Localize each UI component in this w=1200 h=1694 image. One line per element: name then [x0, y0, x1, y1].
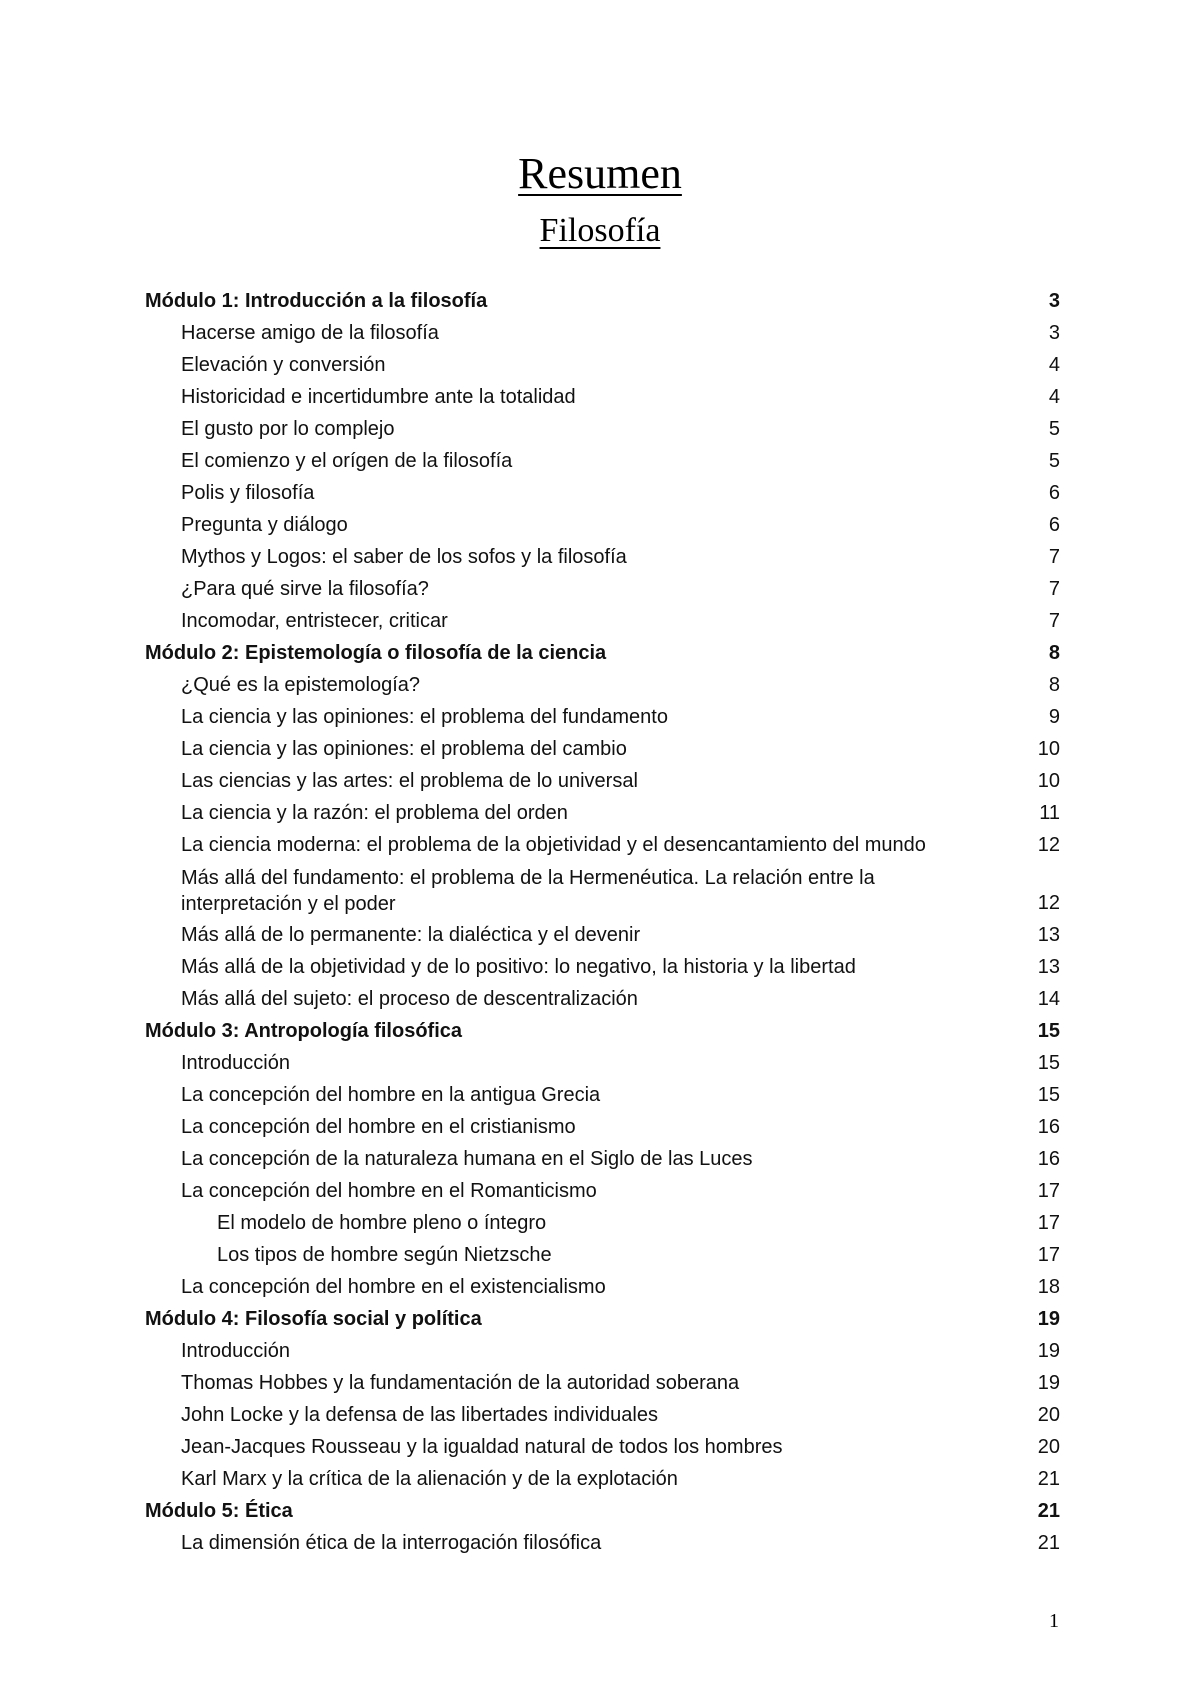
toc-entry-title: Los tipos de hombre según Nietzsche: [217, 1244, 552, 1266]
page-number: 1: [1049, 1610, 1059, 1632]
toc-entry-title: Mythos y Logos: el saber de los sofos y la filosofía: [181, 546, 627, 568]
toc-entry-title: Módulo 1: Introducción a la filosofía: [145, 290, 488, 312]
toc-entry-title: La concepción del hombre en el Romanticismo: [181, 1180, 597, 1202]
toc-entry-page: 20: [1037, 1404, 1060, 1426]
toc-entry-title: Más allá del sujeto: el proceso de descentralización: [181, 988, 638, 1010]
toc-entry-page: 7: [1048, 578, 1060, 600]
toc-entry[interactable]: [145, 1143, 1060, 1175]
toc-entry-page: 12: [1037, 834, 1060, 856]
toc-entry-title: La concepción del hombre en la antigua Grecia: [181, 1084, 601, 1106]
toc-entry-page: 4: [1048, 386, 1060, 408]
toc-entry-page: 15: [1037, 1052, 1060, 1074]
toc-entry-title: La dimensión ética de la interrogación filosófica: [181, 1532, 602, 1554]
toc-entry[interactable]: [145, 983, 1060, 1015]
toc-entry-page: 20: [1037, 1436, 1060, 1458]
toc-entry-page: 7: [1048, 546, 1060, 568]
toc-entry[interactable]: [145, 669, 1060, 701]
toc-entry-page: 17: [1037, 1212, 1060, 1234]
toc-entry-page: 10: [1037, 738, 1060, 760]
toc-entry-page: 14: [1037, 988, 1060, 1010]
toc-module-heading[interactable]: [145, 1303, 1060, 1335]
toc-entry-page: 17: [1037, 1244, 1060, 1266]
toc-entry-title: Elevación y conversión: [181, 354, 386, 376]
toc-entry-title: El modelo de hombre pleno o íntegro: [217, 1212, 547, 1234]
toc-entry-title: Jean-Jacques Rousseau y la igualdad natural de todos los hombres: [181, 1436, 783, 1458]
toc-entry[interactable]: [145, 317, 1060, 349]
toc-entry[interactable]: [145, 1431, 1060, 1463]
toc-module-heading[interactable]: [145, 285, 1060, 317]
toc-module-heading[interactable]: [145, 637, 1060, 669]
toc-entry-title: La ciencia moderna: el problema de la objetividad y el desencantamiento del mundo: [181, 834, 926, 856]
toc-entry-title: ¿Para qué sirve la filosofía?: [181, 578, 429, 600]
toc-entry-title: Módulo 5: Ética: [145, 1500, 293, 1522]
toc-entry-title: Módulo 4: Filosofía social y política: [145, 1308, 482, 1330]
toc-entry[interactable]: [145, 765, 1060, 797]
toc-entry-title: Karl Marx y la crítica de la alienación y de la explotación: [181, 1468, 678, 1490]
toc-entry-page: 8: [1048, 642, 1060, 664]
toc-entry-page: 21: [1037, 1500, 1060, 1522]
toc-entry-page: 19: [1037, 1372, 1060, 1394]
toc-entry[interactable]: [145, 1335, 1060, 1367]
toc-entry-page: 16: [1037, 1116, 1060, 1138]
toc-entry-title: Historicidad e incertidumbre ante la totalidad: [181, 386, 576, 408]
toc-entry-title: Módulo 3: Antropología filosófica: [145, 1020, 463, 1042]
toc-entry-page: 3: [1048, 322, 1060, 344]
toc-entry[interactable]: [145, 701, 1060, 733]
toc-entry[interactable]: [145, 1463, 1060, 1495]
toc-module-heading[interactable]: [145, 1495, 1060, 1527]
toc-entry-page: 15: [1037, 1020, 1060, 1042]
toc-entry[interactable]: [145, 1399, 1060, 1431]
toc-entry-title: Módulo 2: Epistemología o filosofía de la ciencia: [145, 642, 607, 664]
toc-entry-page: 17: [1037, 1180, 1060, 1202]
toc-entry-title: Pregunta y diálogo: [181, 514, 348, 536]
toc-entry-page: 5: [1048, 450, 1060, 472]
toc-entry-title: La ciencia y la razón: el problema del orden: [181, 802, 568, 824]
toc-entry-page: 11: [1039, 802, 1060, 824]
toc-entry[interactable]: [145, 413, 1060, 445]
toc-entry[interactable]: [145, 509, 1060, 541]
toc-entry-page: 6: [1048, 514, 1060, 536]
toc-entry-page: 5: [1048, 418, 1060, 440]
toc-entry-page: 19: [1037, 1308, 1060, 1330]
toc-entry-page: 10: [1037, 770, 1060, 792]
toc-entry-page: 8: [1048, 674, 1060, 696]
toc-entry-title: Más allá de lo permanente: la dialéctica y el devenir: [181, 924, 641, 946]
toc-entry[interactable]: [145, 797, 1060, 829]
toc-entry-title: La ciencia y las opiniones: el problema del cambio: [181, 738, 627, 760]
toc-entry-title: Hacerse amigo de la filosofía: [181, 322, 439, 344]
toc-entry[interactable]: [145, 1175, 1060, 1207]
toc-entry[interactable]: [145, 1079, 1060, 1111]
document-subtitle-text: Filosofía: [539, 212, 661, 249]
toc-entry[interactable]: [145, 1111, 1060, 1143]
toc-entry-title: Introducción: [181, 1052, 290, 1074]
toc-entry-page: 18: [1037, 1276, 1060, 1298]
toc-entry[interactable]: [145, 1239, 1060, 1271]
toc-entry[interactable]: [145, 733, 1060, 765]
toc-entry[interactable]: [145, 605, 1060, 637]
toc-entry-page: 9: [1048, 706, 1060, 728]
toc-entry[interactable]: [145, 477, 1060, 509]
toc-entry-title: Thomas Hobbes y la fundamentación de la autoridad soberana: [181, 1372, 740, 1394]
toc-entry-title: La concepción de la naturaleza humana en el Siglo de las Luces: [181, 1148, 753, 1170]
toc-entry-title: El comienzo y el orígen de la filosofía: [181, 450, 513, 472]
toc-entry[interactable]: [145, 1207, 1060, 1239]
toc-entry[interactable]: [145, 1271, 1060, 1303]
toc-entry-title: La concepción del hombre en el existencialismo: [181, 1276, 606, 1298]
toc-entry-page: 21: [1037, 1468, 1060, 1490]
toc-entry[interactable]: [145, 861, 1060, 919]
toc-entry[interactable]: [145, 919, 1060, 951]
toc-entry-title: La concepción del hombre en el cristianismo: [181, 1116, 576, 1138]
toc-entry-title: El gusto por lo complejo: [181, 418, 395, 440]
toc-entry[interactable]: [145, 951, 1060, 983]
toc-entry-page: 21: [1037, 1532, 1060, 1554]
toc-entry[interactable]: [145, 541, 1060, 573]
toc-entry[interactable]: [145, 381, 1060, 413]
toc-entry-page: 13: [1037, 956, 1060, 978]
toc-entry-title: Más allá de la objetividad y de lo positivo: lo negativo, la historia y la libertad: [181, 956, 856, 978]
document-title-text: Resumen: [518, 149, 682, 198]
toc-entry[interactable]: [145, 1367, 1060, 1399]
toc-entry-page: 7: [1048, 610, 1060, 632]
toc-entry[interactable]: [145, 349, 1060, 381]
toc-entry-page: 6: [1048, 482, 1060, 504]
toc-entry-page: 13: [1037, 924, 1060, 946]
toc-entry-title: Polis y filosofía: [181, 482, 315, 504]
toc-module-heading[interactable]: [145, 1015, 1060, 1047]
toc-entry-page: 15: [1037, 1084, 1060, 1106]
toc-entry-title: ¿Qué es la epistemología?: [181, 674, 421, 696]
toc-entry-title: Más allá del fundamento: el problema de la Hermenéutica. La relación entre la interpretación y el poder: [181, 867, 875, 915]
document-title: [0, 146, 1200, 202]
toc-entry[interactable]: [145, 573, 1060, 605]
toc-entry[interactable]: [145, 1047, 1060, 1079]
toc-entry-page: 4: [1048, 354, 1060, 376]
toc-entry[interactable]: [145, 829, 1060, 861]
toc-entry-page: 3: [1048, 290, 1060, 312]
toc-entry-page: 12: [1037, 892, 1060, 914]
toc-entry-page: 19: [1037, 1340, 1060, 1362]
toc-entry-page: 16: [1037, 1148, 1060, 1170]
toc-entry-title: Incomodar, entristecer, criticar: [181, 610, 448, 632]
toc-entry-title: Las ciencias y las artes: el problema de lo universal: [181, 770, 638, 792]
toc-entry-title: John Locke y la defensa de las libertades individuales: [181, 1404, 658, 1426]
toc-entry[interactable]: [145, 445, 1060, 477]
toc-entry-title: La ciencia y las opiniones: el problema del fundamento: [181, 706, 668, 728]
table-of-contents: [145, 285, 1060, 1559]
toc-entry-title: Introducción: [181, 1340, 290, 1362]
document-subtitle: [0, 208, 1200, 254]
toc-entry[interactable]: [145, 1527, 1060, 1559]
